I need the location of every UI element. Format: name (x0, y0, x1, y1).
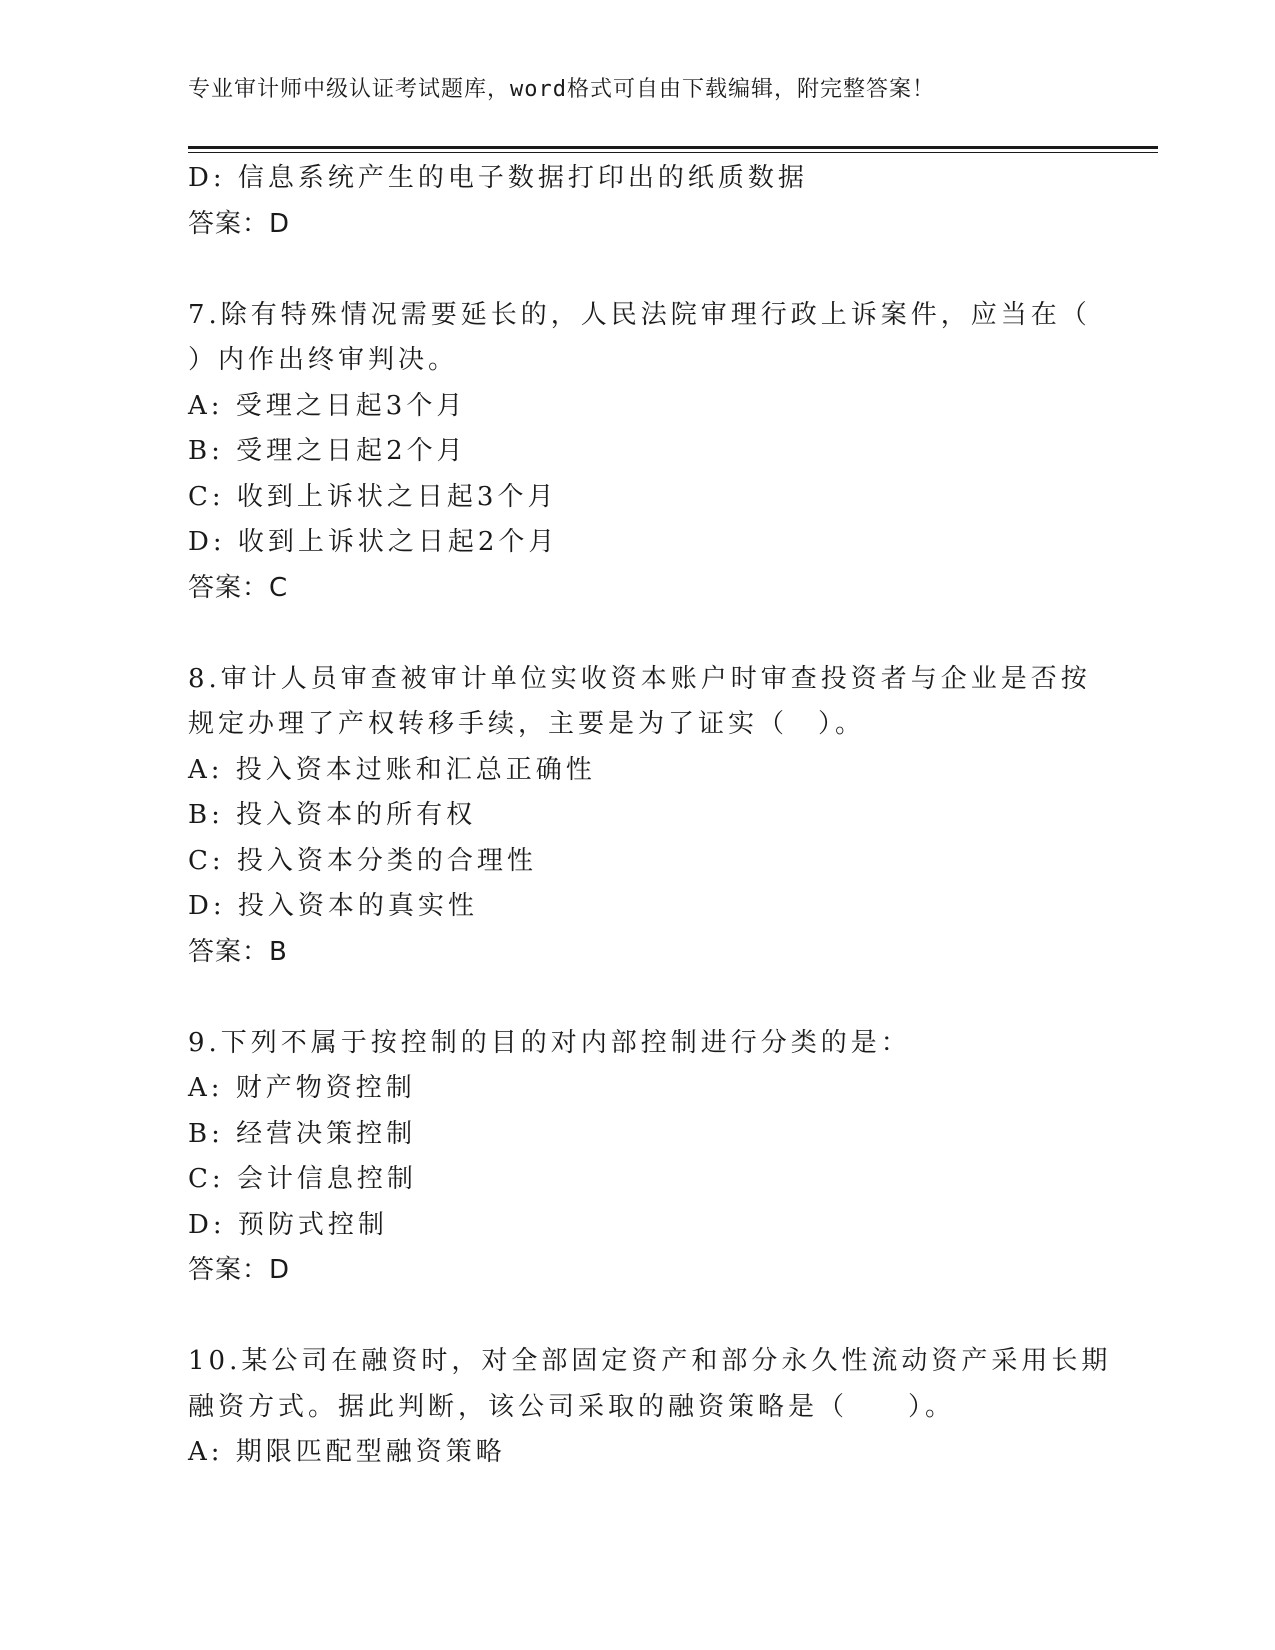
q8-option-d: D: 投入资本的真实性 (188, 891, 478, 921)
q7-stem-line1: 7.除有特殊情况需要延长的，人民法院审理行政上诉案件，应当在（ (188, 299, 1091, 330)
page-header: 专业审计师中级认证考试题库，word格式可自由下载编辑，附完整答案！ (188, 77, 935, 102)
q10-option-a: A: 期限匹配型融资策略 (188, 1437, 506, 1467)
q7-option-b: B: 受理之日起2个月 (188, 436, 467, 466)
q9-option-b: B: 经营决策控制 (188, 1118, 417, 1149)
q8-option-b: B: 投入资本的所有权 (188, 800, 477, 830)
q8-stem-line2: 规定办理了产权转移手续，主要是为了证实（ ）。 (188, 709, 866, 739)
q8-stem-line1: 8.审计人员审查被审计单位实收资本账户时审查投资者与企业是否按 (188, 663, 1091, 694)
q7-answer: 答案：C (188, 572, 289, 603)
q9-option-a: A: 财产物资控制 (188, 1073, 416, 1103)
spacer (188, 247, 1088, 293)
q8-answer: 答案：B (188, 936, 288, 967)
spacer (188, 1294, 1088, 1340)
q10-stem-line1: 10.某公司在融资时，对全部固定资产和部分永久性流动资产采用长期 (188, 1346, 1112, 1376)
prev-answer: 答案：D (188, 208, 291, 239)
spacer (188, 611, 1088, 657)
q7-stem-line2: ）内作出终审判决。 (188, 345, 459, 375)
prev-option-d: D: 信息系统产生的电子数据打印出的纸质数据 (188, 163, 808, 193)
q9-answer: 答案：D (188, 1255, 291, 1285)
q8-option-a: A: 投入资本过账和汇总正确性 (188, 754, 596, 785)
q7-option-c: C: 收到上诉状之日起3个月 (188, 481, 558, 512)
q7-option-a: A: 受理之日起3个月 (188, 390, 467, 421)
q9-option-c: C: 会计信息控制 (188, 1164, 417, 1194)
document-body (188, 156, 1112, 1476)
q8-option-c: C: 投入资本分类的合理性 (188, 845, 537, 876)
header-rule-thin (188, 152, 1158, 153)
q9-stem-line1: 9.下列不属于按控制的目的对内部控制进行分类的是： (188, 1027, 911, 1058)
q10-stem-line2: 融资方式。据此判断，该公司采取的融资策略是（ ）。 (188, 1391, 956, 1422)
header-rule-thick (188, 146, 1158, 149)
q7-option-d: D: 收到上诉状之日起2个月 (188, 527, 559, 557)
q9-option-d: D: 预防式控制 (188, 1209, 388, 1240)
spacer (188, 975, 1088, 1021)
